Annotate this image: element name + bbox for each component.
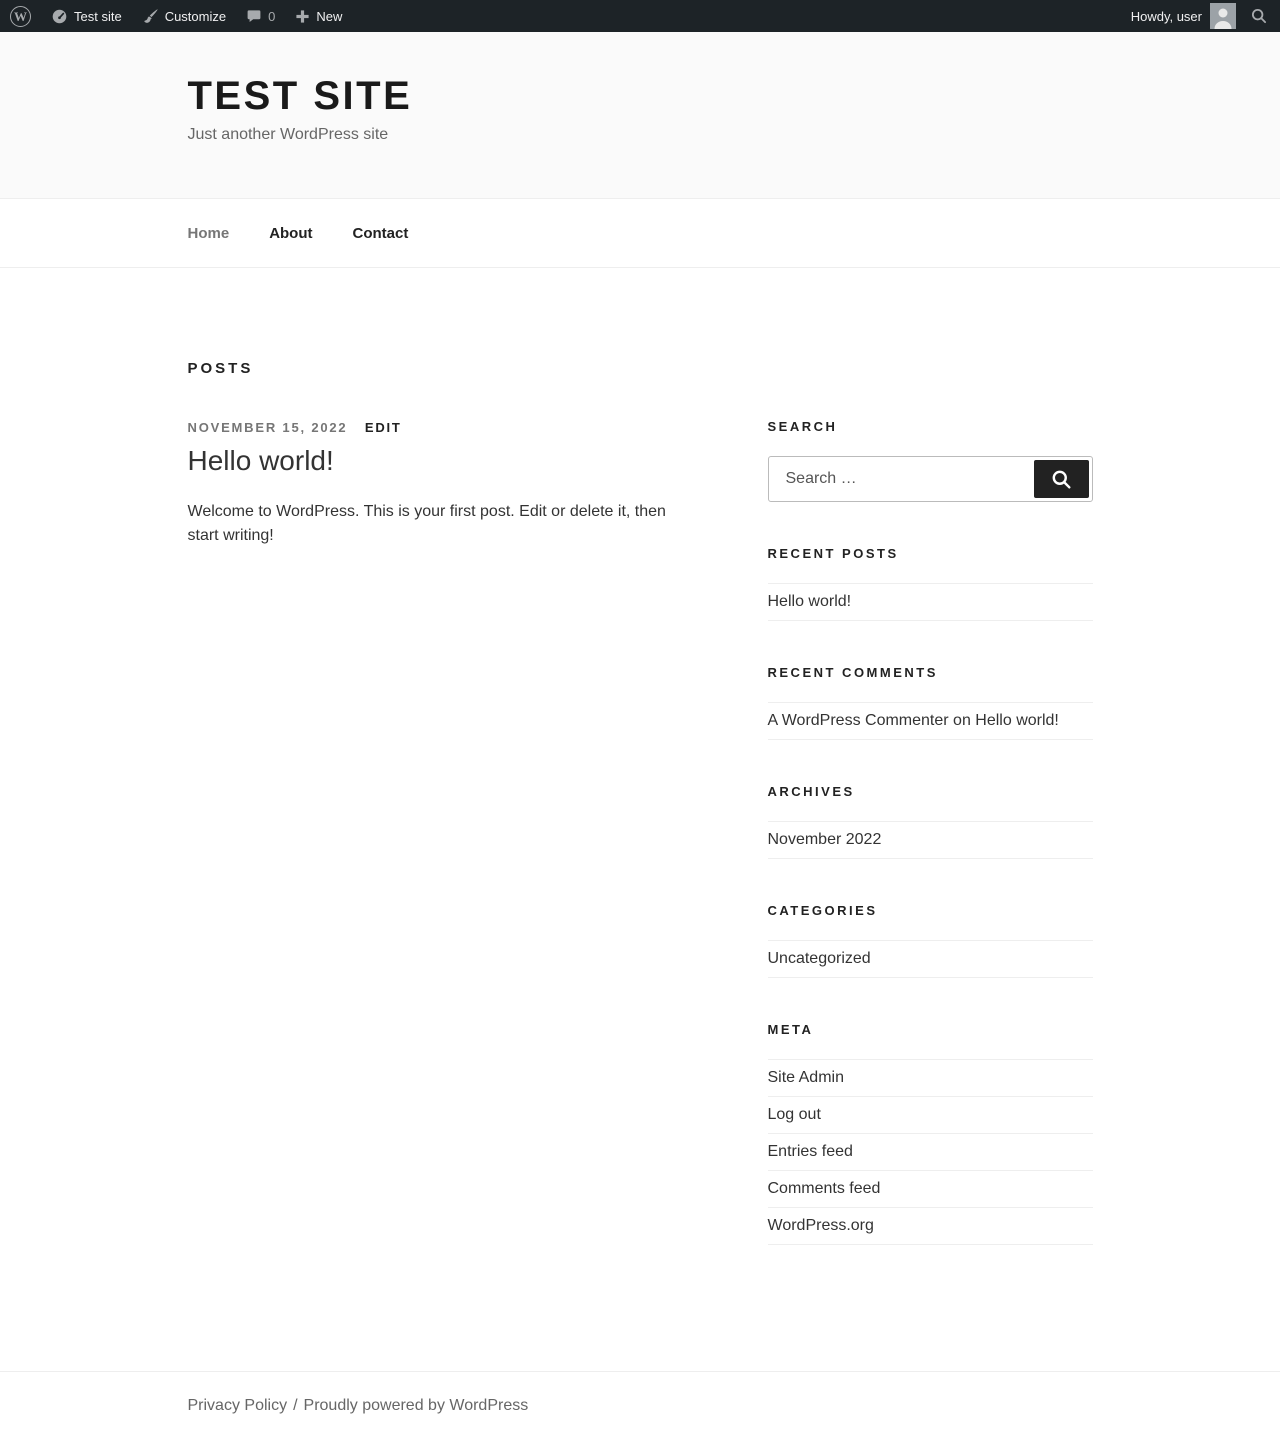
admin-bar (0, 0, 1280, 32)
site-footer (0, 1371, 1280, 1445)
wordpress-logo-menu[interactable] (0, 0, 41, 32)
recent-post-link[interactable]: Hello world! (767, 593, 852, 610)
archives-title: ARCHIVES (767, 784, 855, 799)
paintbrush-icon (142, 8, 159, 25)
admin-bar-my-account[interactable] (1121, 0, 1244, 32)
admin-bar-search[interactable] (1244, 0, 1280, 32)
howdy-label: Howdy, user (1130, 8, 1202, 24)
admin-bar-comments[interactable] (236, 0, 285, 32)
post-edit-link[interactable]: EDIT (364, 420, 402, 435)
nav-item-about[interactable]: About (269, 224, 313, 242)
list-item (768, 1060, 1093, 1097)
sidebar (768, 419, 1093, 1371)
user-avatar (1210, 3, 1236, 29)
recent-posts-widget (768, 546, 1093, 621)
site-tagline: Just another WordPress site (187, 126, 389, 143)
comment-post-link[interactable]: Hello world! (975, 712, 1059, 729)
search-widget-title: SEARCH (767, 419, 838, 434)
admin-bar-site-name-label: Test site (74, 8, 122, 24)
comment-author-link[interactable]: A WordPress Commenter (767, 712, 949, 729)
meta-widget (768, 1022, 1093, 1245)
archive-link[interactable]: November 2022 (767, 831, 882, 848)
categories-title: CATEGORIES (767, 903, 878, 918)
list-item (768, 703, 1093, 740)
plus-icon (295, 9, 310, 24)
wordpress-logo-icon: W (10, 6, 31, 27)
list-item (768, 1134, 1093, 1171)
main-navigation (0, 198, 1280, 268)
recent-comments-title: RECENT COMMENTS (767, 665, 938, 680)
powered-by-link[interactable]: Proudly powered by WordPress (303, 1397, 529, 1414)
entry-meta (188, 420, 688, 435)
nav-item-home[interactable]: Home (187, 224, 230, 242)
meta-title: META (767, 1022, 814, 1037)
list-item (768, 584, 1093, 621)
post-article (188, 420, 688, 548)
site-header (0, 32, 1280, 198)
admin-bar-new-label: New (316, 8, 343, 24)
post-body: Welcome to WordPress. This is your first post. Edit or delete it, then start writing! (187, 503, 666, 544)
post-title (188, 443, 688, 479)
site-title[interactable]: TEST SITE (187, 74, 413, 118)
comment-connector: on (948, 712, 976, 729)
admin-bar-customize-label: Customize (164, 8, 227, 24)
dashboard-gauge-icon (51, 8, 68, 25)
category-link[interactable]: Uncategorized (767, 950, 871, 967)
list-item (768, 822, 1093, 859)
list-item (768, 1208, 1093, 1245)
search-icon (1250, 7, 1268, 25)
meta-comments-feed-link[interactable]: Comments feed (767, 1180, 881, 1197)
page-title: POSTS (187, 360, 254, 377)
categories-widget (768, 903, 1093, 978)
admin-bar-left (0, 0, 352, 32)
privacy-policy-link[interactable]: Privacy Policy (187, 1397, 288, 1414)
search-button-icon (1050, 468, 1073, 491)
search-submit-button[interactable] (1034, 460, 1089, 498)
admin-bar-site-name[interactable] (41, 0, 132, 32)
search-form (768, 456, 1093, 502)
nav-item-contact[interactable]: Contact (352, 224, 409, 242)
admin-bar-new[interactable] (285, 0, 352, 32)
meta-log-out-link[interactable]: Log out (767, 1106, 821, 1123)
meta-entries-feed-link[interactable]: Entries feed (767, 1143, 853, 1160)
recent-comments-widget (768, 665, 1093, 740)
recent-posts-title: RECENT POSTS (767, 546, 899, 561)
comment-bubble-icon (246, 8, 262, 24)
post-title-link[interactable]: Hello world! (187, 445, 334, 476)
search-widget (768, 419, 1093, 502)
post-date-link[interactable]: NOVEMBER 15, 2022 (187, 420, 348, 435)
meta-site-admin-link[interactable]: Site Admin (767, 1069, 844, 1086)
list-item (768, 1171, 1093, 1208)
archives-widget (768, 784, 1093, 859)
footer-separator: / (293, 1397, 298, 1414)
meta-wordpress-org-link[interactable]: WordPress.org (767, 1217, 874, 1234)
admin-bar-customize[interactable] (132, 0, 236, 32)
admin-bar-right (1121, 0, 1280, 32)
list-item (768, 941, 1093, 978)
list-item (768, 1097, 1093, 1134)
posts-column (188, 360, 688, 1371)
admin-bar-comments-count: 0 (268, 8, 276, 24)
site-content (188, 268, 1093, 1371)
